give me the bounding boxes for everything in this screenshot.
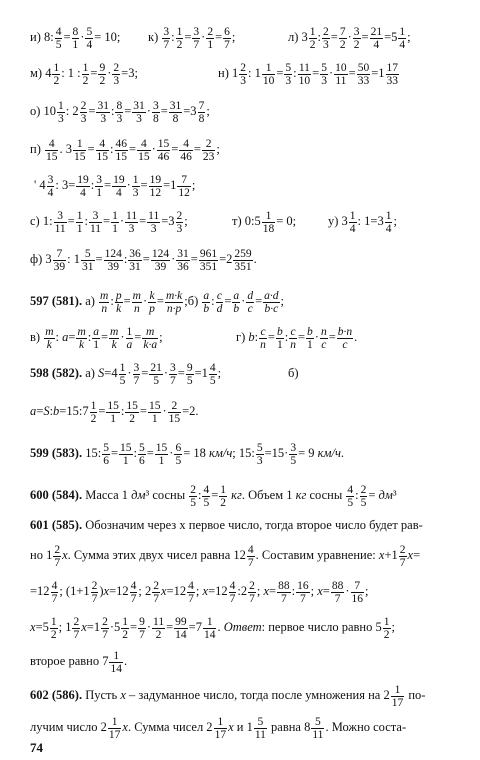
problem-number: 598 (582). [30, 366, 83, 380]
page-number: 74 [30, 740, 43, 755]
problem-number: 601 (585). [30, 518, 83, 532]
part-b-label: б) [288, 366, 299, 380]
problem-number: 597 (581). [30, 294, 83, 308]
problem-number: 599 (583). [30, 446, 83, 460]
textbook-page: и) 8: $\frac{4}{5}$ = $\frac{8}{1}$ · $\frac{5}{4}$ = 10; к) $\frac{3}{7}$ : $\frac{1}{2}$ = $\frac{3}{7}$ · $\frac{2}{1}$ = $\frac{6}{7}$ ; л) 3 $\frac{1}{2}$ : $\frac{2}{3}$ = $\frac{7}{2}$ · $\frac{3}{2}$ = $\frac{21}{4}$ =5 $\frac{1}{4}$ ; м) 4 $\frac{1}{2}$ : 1 : $\frac{1}{2}$ = $\frac{9}{2}$ · $\frac{2}{3}$ =3; н) 1 $\frac{2}{3}$ : 1 $\frac{1}{10}$ = $\frac{5}{3}$ : $\frac{11}{10}$ = $\frac{5}{3}$ · $\frac{10}{11}$ = $\frac{50}{33}$ =1 $\frac{17}{33}$ о) 10 $\frac{1}{3}$ : 2 $\frac{2}{3}$ = $\frac{31}{3}$ : $\frac{8}{3}$ = $\frac{31}{3}$ · $\frac{3}{8}$ = $\frac{31}{8}$ =3 $\frac{7}{8}$ ; п) $\frac{4}{15}$ . 3 $\frac{1}{15}$ = $\frac{4}{15}$ : $\frac{46}{15}$ = $\frac{4}{15}$ · $\frac{15}{46}$ = $\frac{4}{46}$ = $\frac{2}{23}$ ; ' 4 $\frac{3}{4}$ : 3= $\frac{19}{4}$ : $\frac{3}{1}$ = $\frac{19}{4}$ · $\frac{1}{3}$ = $\frac{19}{12}$ =1 $\frac{7}{12}$ ; с) 1: $\frac{3}{11}$ = $\frac{1}{1}$ : $\frac{3}{11}$ = $\frac{1}{1}$ · $\frac{11}{3}$ = $\frac{11}{3}$ =3 $\frac{2}{3}$ ; т) 0:5 $\frac{1}{18}$ = 0; у) 3 $\frac{1}{4}$ : 1=3 $\frac{1}{4}$ ; ф) 3 $\frac{7}{39}$ : 1 $\frac{5}{31}$ = $\frac{124}{39}$ : $\frac{36}{31}$ = $\frac{124}{39}$ · $\frac{31}{36}$ = $\frac{961}{351}$ =2 $\frac{259}{351}$ . 597 (581). а) $\frac{m}{n}$ : $\frac{p}{k}$ = $\frac{m}{n}$ · $\frac{k}{p}$ = $\frac{m\cdot k}{n\cdot p}$ ;б) $\frac{a}{b}$ : $\frac{c}{d}$ = $\frac{a}{b}$ · $\frac{d}{c}$ = $\frac{a\cdot d}{b\cdot c}$ ; в) $\frac{m}{k}$ : a= $\frac{m}{k}$ : $\frac{a}{1}$ = $\frac{m}{k}$ · $\frac{1}{a}$ = $\frac{m}{k\cdot a}$ ; г) b: $\frac{c}{n}$ = $\frac{b}{1}$ : $\frac{c}{n}$ = $\frac{b}{1}$ · $\frac{n}{c}$ = $\frac{b\cdot n}{c}$ . 598 (582). а) S=4 $\frac{1}{5}$ · $\frac{3}{7}$ = $\frac{21}{5}$ · $\frac{3}{7}$ = $\frac{9}{5}$ =1 $\frac{4}{5}$ ; б) a=S:b=15:7 $\frac{1}{2}$ = $\frac{15}{1}$ : $\frac{15}{2}$ = $\frac{15}{1}$ · $\frac{2}{15}$ =2. 599 (583). 15: $\frac{5}{6}$ = $\frac{15}{1}$ : $\frac{5}{6}$ = $\frac{15}{1}$ · $\frac{6}{5}$ = 18 км/ч; 15: $\frac{5}{3}$ =15· $\frac{3}{5}$ = 9 км/ч. 600 (584). Масса 1 дм³ сосны $\frac{2}{5}$ : $\frac{4}{5}$ = $\frac{1}{2}$ кг. Объем 1 кг сосны $\frac{4}{5}$ : $\frac{2}{5}$ = дм³ 601 (585). Обозначим через x первое число, тогда второе число будет рав- но 1 $\frac{2}{7}$ x. Сумма этих двух чисел равна 12 $\frac{4}{7}$ . Составим уравнение: x+1 $\frac{2}{7}$ x= =12 $\frac{4}{7}$ ; (1+1 $\frac{2}{7}$ )x=12 $\frac{4}{7}$ ; 2 $\frac{2}{7}$ x=12 $\frac{4}{7}$ ; x=12 $\frac{4}{7}$ :2 $\frac{2}{7}$ ; x= $\frac{88}{7}$ : $\frac{16}{7}$ ; x= $\frac{88}{7}$ · $\frac{7}{16}$ ; x=5 $\frac{1}{2}$ ; 1 $\frac{2}{7}$ x=1 $\frac{2}{7}$ ·5 $\frac{1}{2}$ = $\frac{9}{7}$ · $\frac{11}{2}$ = $\frac{99}{14}$ =7 $\frac{1}{14}$ . Ответ: первое число равно 5 $\frac{1}{2}$ ; второе равно 7 $\frac{1}{14}$ . 602 (586). Пусть x – задуманное число, тогда после умножения на 2 $\frac{1}{17}$ по- лучим число 2 $\frac{1}{17}$ x. Сумма чисел 2 $\frac{1}{17}$ x и 1 $\frac{5}{11}$ равна 8 $\frac{5}{11}$ . Можно соста- 74 [30, 25, 426, 755]
problem-number: 602 (586). [30, 688, 83, 702]
problem-text: Обозначим через x первое число, тогда второе число будет рав- [85, 518, 423, 532]
problem-number: 600 (584). [30, 488, 83, 502]
